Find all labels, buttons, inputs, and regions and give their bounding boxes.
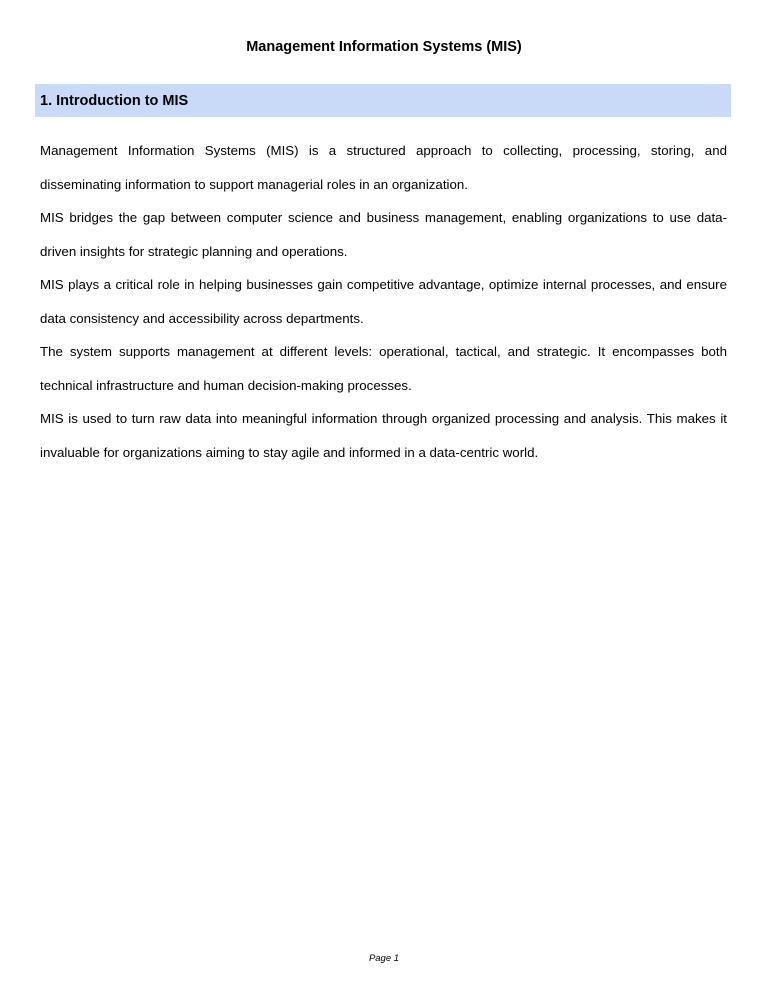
document-title: Management Information Systems (MIS): [246, 39, 522, 55]
paragraph-4: The system supports management at different levels: operational, tactical, and strategic. It encompasses both technical infrastructure and human decision-making processes.: [40, 344, 727, 393]
paragraph-1: Management Information Systems (MIS) is a structured approach to collecting, processing, storing, and disseminating information to support managerial roles in an organization.: [40, 143, 727, 192]
paragraph-3: MIS plays a critical role in helping businesses gain competitive advantage, optimize internal processes, and ensure data consistency and accessibility across departments.: [40, 277, 727, 326]
page-number: Page 1: [368, 953, 400, 964]
section-heading-bar: [35, 84, 731, 117]
section-heading: 1. Introduction to MIS: [40, 92, 189, 109]
paragraph-5: MIS is used to turn raw data into meaningful information through organized processing and analysis. This makes it invaluable for organizations aiming to stay agile and informed in a data-centric world.: [40, 411, 727, 460]
section-body: [40, 134, 727, 469]
paragraph-2: MIS bridges the gap between computer science and business management, enabling organizations to use data-driven insights for strategic planning and operations.: [40, 210, 727, 259]
